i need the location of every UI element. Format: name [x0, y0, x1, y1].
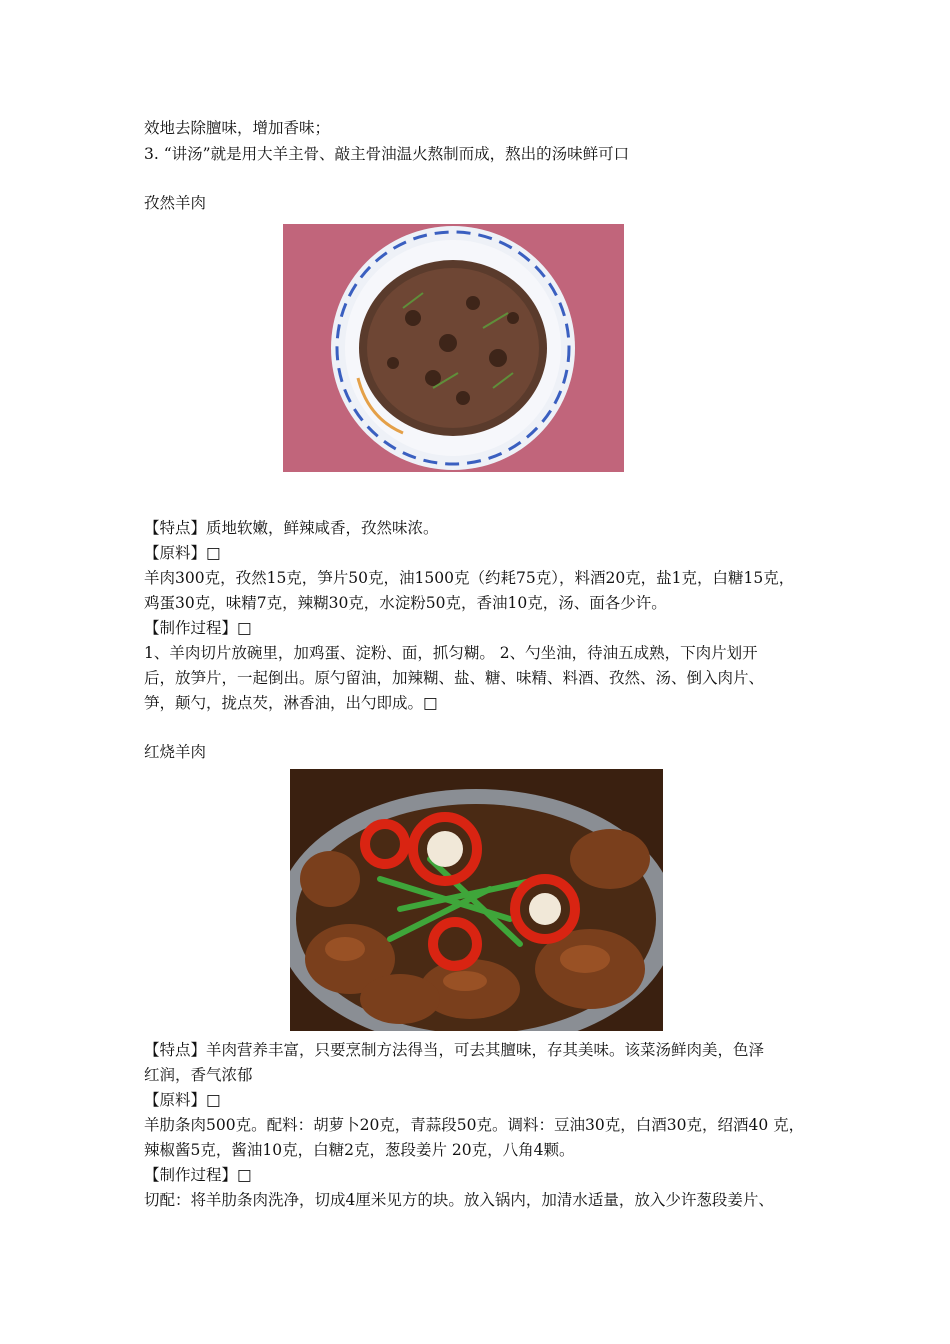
recipe-title-braised-lamb: 红烧羊肉 [144, 743, 207, 761]
braised-lamb-feature-2: 红润，香气浓郁 [144, 1066, 253, 1084]
braised-lamb-ingredients-1: 羊肋条肉500克。配料：胡萝卜20克，青蒜段50克。调料：豆油30克，白酒30克，绍酒40 克， [144, 1116, 805, 1134]
dish-photo-icon [283, 224, 624, 472]
braised-lamb-feature-1: 【特点】羊肉营养丰富，只要烹制方法得当，可去其膻味，存其美味。该菜汤鲜肉美，色泽 [144, 1041, 765, 1059]
cumin-lamb-process-label: 【制作过程】□ [144, 619, 252, 637]
cumin-lamb-ingredients-2: 鸡蛋30克，味精7克，辣糊30克，水淀粉50克，香油10克，汤、面各少许。 [144, 594, 667, 612]
cumin-lamb-photo [283, 224, 624, 472]
cumin-lamb-process-1: 1、羊肉切片放碗里，加鸡蛋、淀粉、面，抓匀糊。 2、勺坐油，待油五成熟，下肉片划开 [144, 644, 758, 662]
braised-lamb-ingredients-2: 辣椒酱5克，酱油10克，白糖2克，葱段姜片 20克，八角4颗。 [144, 1141, 575, 1159]
cumin-lamb-ingredients-label: 【原料】□ [144, 544, 221, 562]
braised-lamb-photo [290, 769, 663, 1031]
cumin-lamb-ingredients-1: 羊肉300克，孜然15克，笋片50克，油1500克（约耗75克），料酒20克，盐1克，白糖15克， [144, 569, 795, 587]
cumin-lamb-process-2: 后，放笋片，一起倒出。原勺留油，加辣糊、盐、糖、味精、料酒、孜然、汤、倒入肉片、 [144, 669, 765, 687]
recipe-title-cumin-lamb: 孜然羊肉 [144, 194, 207, 212]
intro-line-2: 3. “讲汤”就是用大羊主骨、敲主骨油温火熬制而成，熬出的汤味鲜可口 [144, 145, 630, 163]
braised-lamb-process-label: 【制作过程】□ [144, 1166, 252, 1184]
braised-lamb-ingredients-label: 【原料】□ [144, 1091, 221, 1109]
cumin-lamb-process-3: 笋，颠勺，拢点芡，淋香油，出勺即成。□ [144, 694, 438, 712]
intro-line-1: 效地去除膻味，增加香味； [144, 119, 331, 137]
dish-photo-icon [290, 769, 663, 1031]
cumin-lamb-feature: 【特点】质地软嫩，鲜辣咸香，孜然味浓。 [144, 519, 439, 537]
braised-lamb-process-1: 切配：将羊肋条肉洗净，切成4厘米见方的块。放入锅内，加清水适量，放入少许葱段姜片、 [144, 1191, 774, 1209]
